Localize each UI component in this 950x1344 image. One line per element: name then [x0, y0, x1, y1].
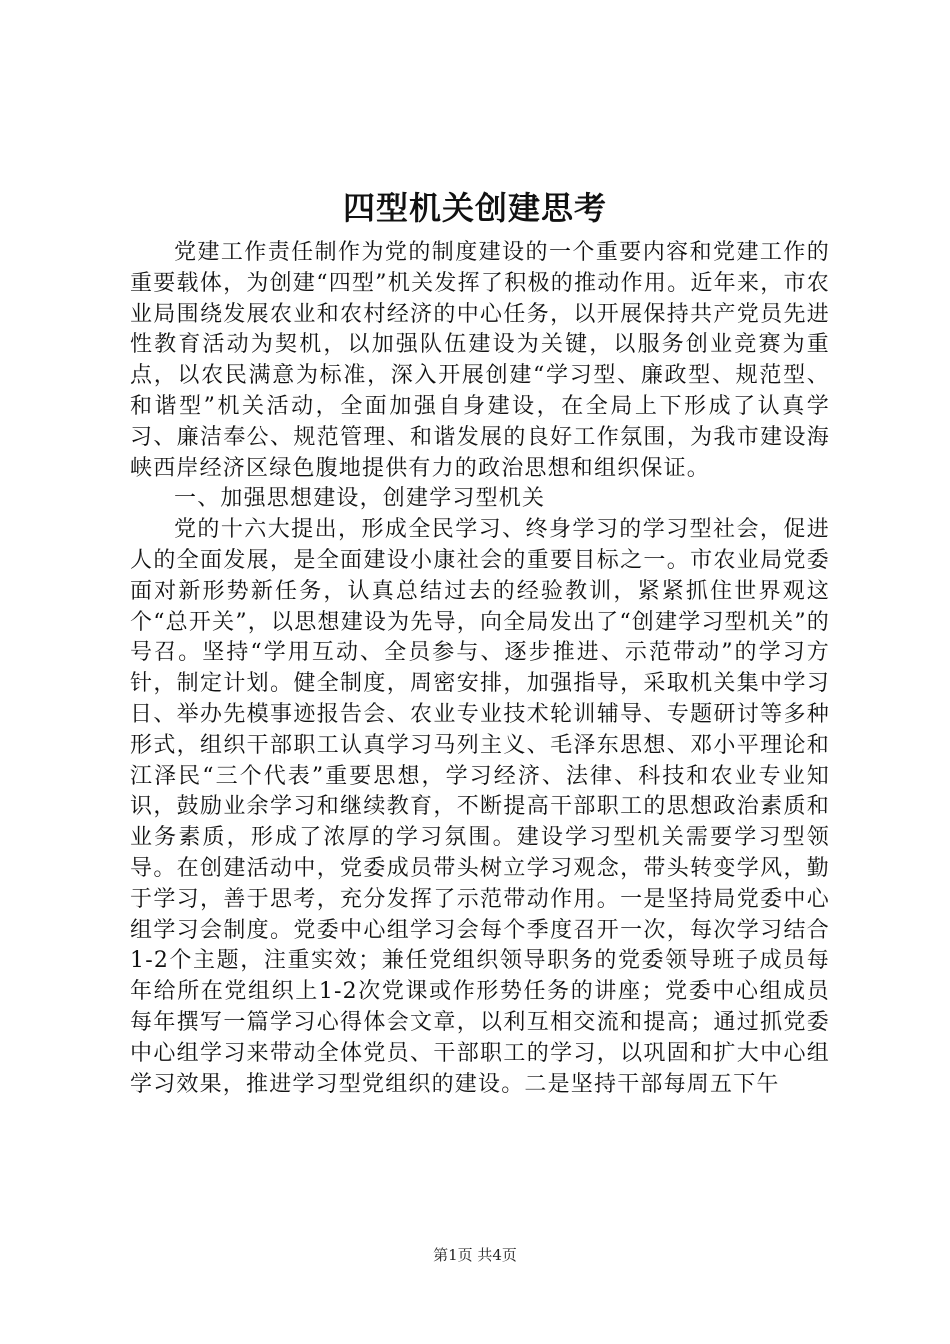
document-title: 四型机关创建思考 [342, 189, 607, 227]
page-number: 第1页 共4页 [433, 1246, 517, 1264]
section-paragraph: 党的十六大提出，形成全民学习、终身学习的学习型社会，促进人的全面发展，是全面建设小康社会的重要目标之一。市农业局党委面对新形势新任务，认真总结过去的经验教训，紧紧抓住世界观这个“总开关”，以思想建设为先导，向全局发出了“创建学习型机关”的号召。坚持“学用互动、全员参与、逐步推进、示范带动”的学习方针，制定计划。健全制度，周密安排，加强指导，采取机关集中学习日、举办先模事迹报告会、农业专业技术轮训辅导、专题研讨等多种形式，组织干部职工认真学习马列主义、毛泽东思想、邓小平理论和江泽民“三个代表”重要思想，学习经济、法律、科技和农业专业知识，鼓励业余学习和继续教育，不断提高干部职工的思想政治素质和业务素质，形成了浓厚的学习氛围。建设学习型机关需要学习型领导。在创建活动中，党委成员带头树立学习观念，带头转变学风，勤于学习，善于思考，充分发挥了示范带动作用。一是坚持局党委中心组学习会制度。党委中心组学习会每个季度召开一次，每次学习结合1-2个主题，注重实效；兼任党组织领导职务的党委领导班子成员每年给所在党组织上1-2次党课或作形势任务的讲座；党委中心组成员每年撰写一篇学习心得体会文章，以利互相交流和提高；通过抓党委中心组学习来带动全体党员、干部职工的学习，以巩固和扩大中心组学习效果，推进学习型党组织的建设。二是坚持干部每周五下午 [130, 517, 830, 1097]
section-heading: 一、加强思想建设，创建学习型机关 [174, 486, 546, 512]
intro-paragraph: 党建工作责任制作为党的制度建设的一个重要内容和党建工作的重要载体，为创建“四型”机关发挥了积极的推动作用。近年来，市农业局围绕发展农业和农村经济的中心任务，以开展保持共产党员先进性教育活动为契机，以加强队伍建设为关键，以服务创业竞赛为重点，以农民满意为标准，深入开展创建“学习型、廉政型、规范型、和谐型”机关活动，全面加强自身建设，在全局上下形成了认真学习、廉洁奉公、规范管理、和谐发展的良好工作氛围，为我市建设海峡西岸经济区绿色腹地提供有力的政治思想和组织保证。 [130, 240, 830, 481]
document-body [130, 238, 830, 1100]
